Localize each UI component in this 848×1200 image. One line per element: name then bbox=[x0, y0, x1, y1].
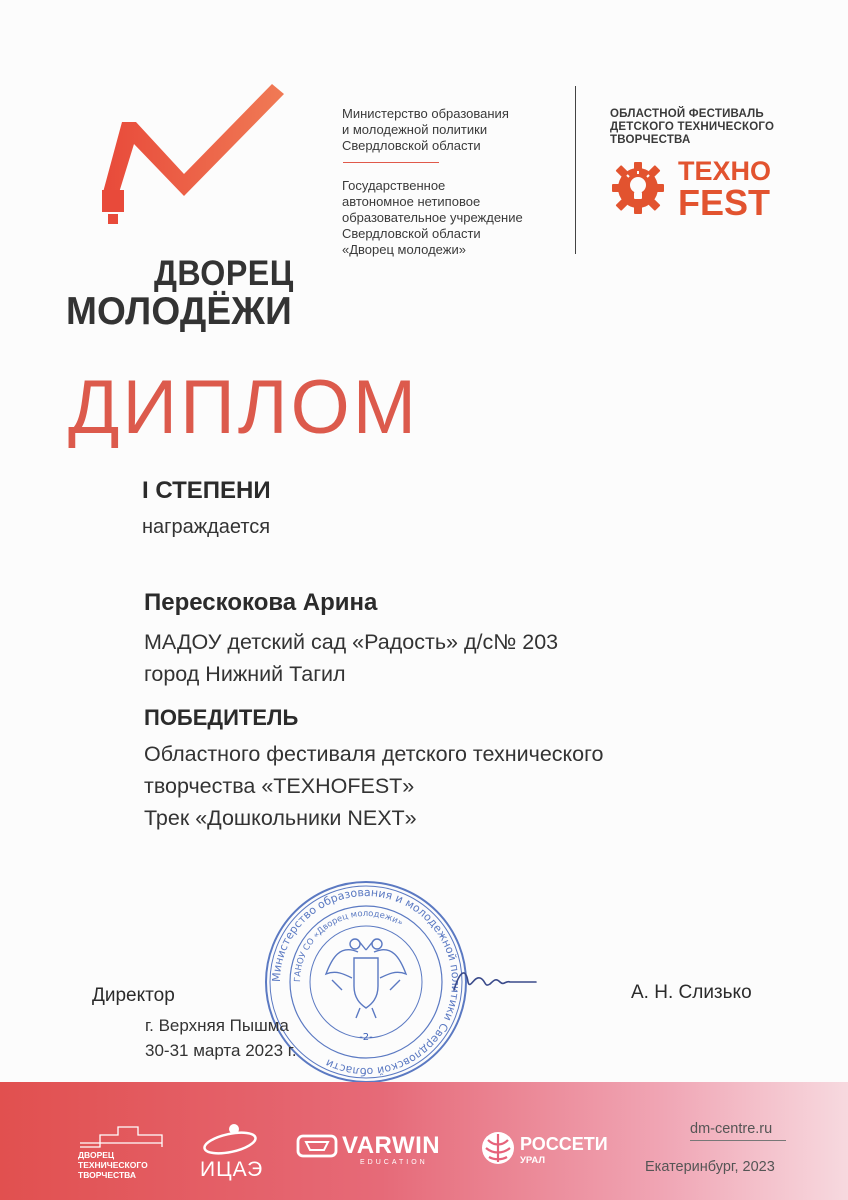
varwin-label: VARWIN bbox=[342, 1132, 441, 1159]
header-vertical-divider bbox=[575, 86, 576, 254]
technofest-logo bbox=[610, 156, 800, 223]
seal-outer-text: Министерство образования и молодежной политики Свердловской области bbox=[269, 885, 463, 1079]
palace-logo-word-1: ДВОРЕЦ bbox=[154, 254, 294, 293]
footer-divider bbox=[690, 1140, 786, 1141]
festival-title bbox=[610, 108, 810, 147]
event-description bbox=[144, 738, 603, 834]
icae-label: ИЦАЭ bbox=[200, 1158, 264, 1181]
seal-number: -2- bbox=[359, 1032, 373, 1043]
recipient-organization bbox=[144, 626, 558, 690]
dtt-building-icon bbox=[78, 1123, 166, 1149]
handwritten-signature-icon bbox=[450, 960, 540, 1000]
diploma-degree: I СТЕПЕНИ bbox=[142, 477, 271, 504]
issue-city: г. Верхняя Пышма bbox=[145, 1016, 289, 1035]
ministry-name bbox=[342, 106, 572, 154]
winner-status: ПОБЕДИТЕЛЬ bbox=[144, 705, 299, 730]
footer-place-year: Екатеринбург, 2023 bbox=[645, 1159, 775, 1175]
signer-name: А. Н. Слизько bbox=[631, 982, 752, 1003]
sponsor-varwin-logo bbox=[296, 1132, 446, 1172]
ministry-line: и молодежной политики bbox=[342, 122, 488, 137]
varwin-subtitle: EDUCATION bbox=[360, 1159, 428, 1166]
palace-logo-mark-icon bbox=[66, 78, 296, 228]
palace-logo-word-2: МОЛОДЁЖИ bbox=[66, 290, 292, 333]
technofest-word-2: FEST bbox=[678, 182, 771, 223]
rosseti-label: РОССЕТИ bbox=[520, 1134, 608, 1154]
event-line: Трек «Дошкольники NEXT» bbox=[144, 806, 417, 830]
rosseti-emblem-icon bbox=[480, 1130, 516, 1166]
sponsor-icae-logo bbox=[200, 1121, 262, 1179]
palace-of-youth-logo bbox=[66, 78, 306, 333]
seal-inner-text: ГАНОУ СО «Дворец молодежи» bbox=[292, 908, 405, 983]
director-title: Директор bbox=[92, 985, 175, 1006]
sponsor-dtt-logo bbox=[78, 1123, 166, 1181]
technofest-word-1: ТЕХНО bbox=[678, 156, 772, 186]
festival-title-line: ТВОРЧЕСТВА bbox=[610, 134, 691, 146]
institution-line: образовательное учреждение bbox=[342, 210, 523, 225]
dtt-line: ДВОРЕЦ bbox=[78, 1150, 115, 1160]
festival-title-line: ОБЛАСТНОЙ ФЕСТИВАЛЬ bbox=[610, 108, 764, 120]
organization-line: город Нижний Тагил bbox=[144, 662, 346, 686]
event-line: творчества «TEXHOFEST» bbox=[144, 774, 415, 798]
sponsor-rosseti-logo bbox=[480, 1130, 608, 1170]
rosseti-subtitle: УРАЛ bbox=[520, 1155, 546, 1166]
ministry-line: Министерство образования bbox=[342, 106, 509, 121]
recipient-name: Перескокова Арина bbox=[144, 589, 378, 616]
event-line: Областного фестиваля детского технического bbox=[144, 742, 604, 766]
institution-line: Государственное bbox=[342, 178, 446, 193]
diploma-title: ДИПЛОМ bbox=[68, 365, 420, 450]
issue-dates: 30-31 марта 2023 г. bbox=[145, 1041, 297, 1060]
organization-line: МАДОУ детский сад «Радость» д/с№ 203 bbox=[144, 630, 559, 654]
institution-line: автономное нетиповое bbox=[342, 194, 481, 209]
awarded-label: награждается bbox=[142, 516, 271, 538]
website-link[interactable]: dm-centre.ru bbox=[690, 1121, 773, 1137]
ministry-line: Свердловской области bbox=[342, 138, 481, 153]
dtt-line: ТЕХНИЧЕСКОГО bbox=[78, 1160, 148, 1170]
header-divider-short bbox=[343, 162, 439, 163]
institution-name bbox=[342, 178, 572, 258]
varwin-goggles-icon bbox=[296, 1132, 338, 1162]
institution-line: Свердловской области bbox=[342, 226, 481, 241]
dtt-line: ТВОРЧЕСТВА bbox=[78, 1170, 137, 1180]
institution-line: «Дворец молодежи» bbox=[342, 242, 466, 257]
icae-atom-icon bbox=[200, 1121, 262, 1157]
festival-title-line: ДЕТСКОГО ТЕХНИЧЕСКОГО bbox=[610, 121, 775, 133]
gear-bulb-icon bbox=[610, 160, 666, 216]
